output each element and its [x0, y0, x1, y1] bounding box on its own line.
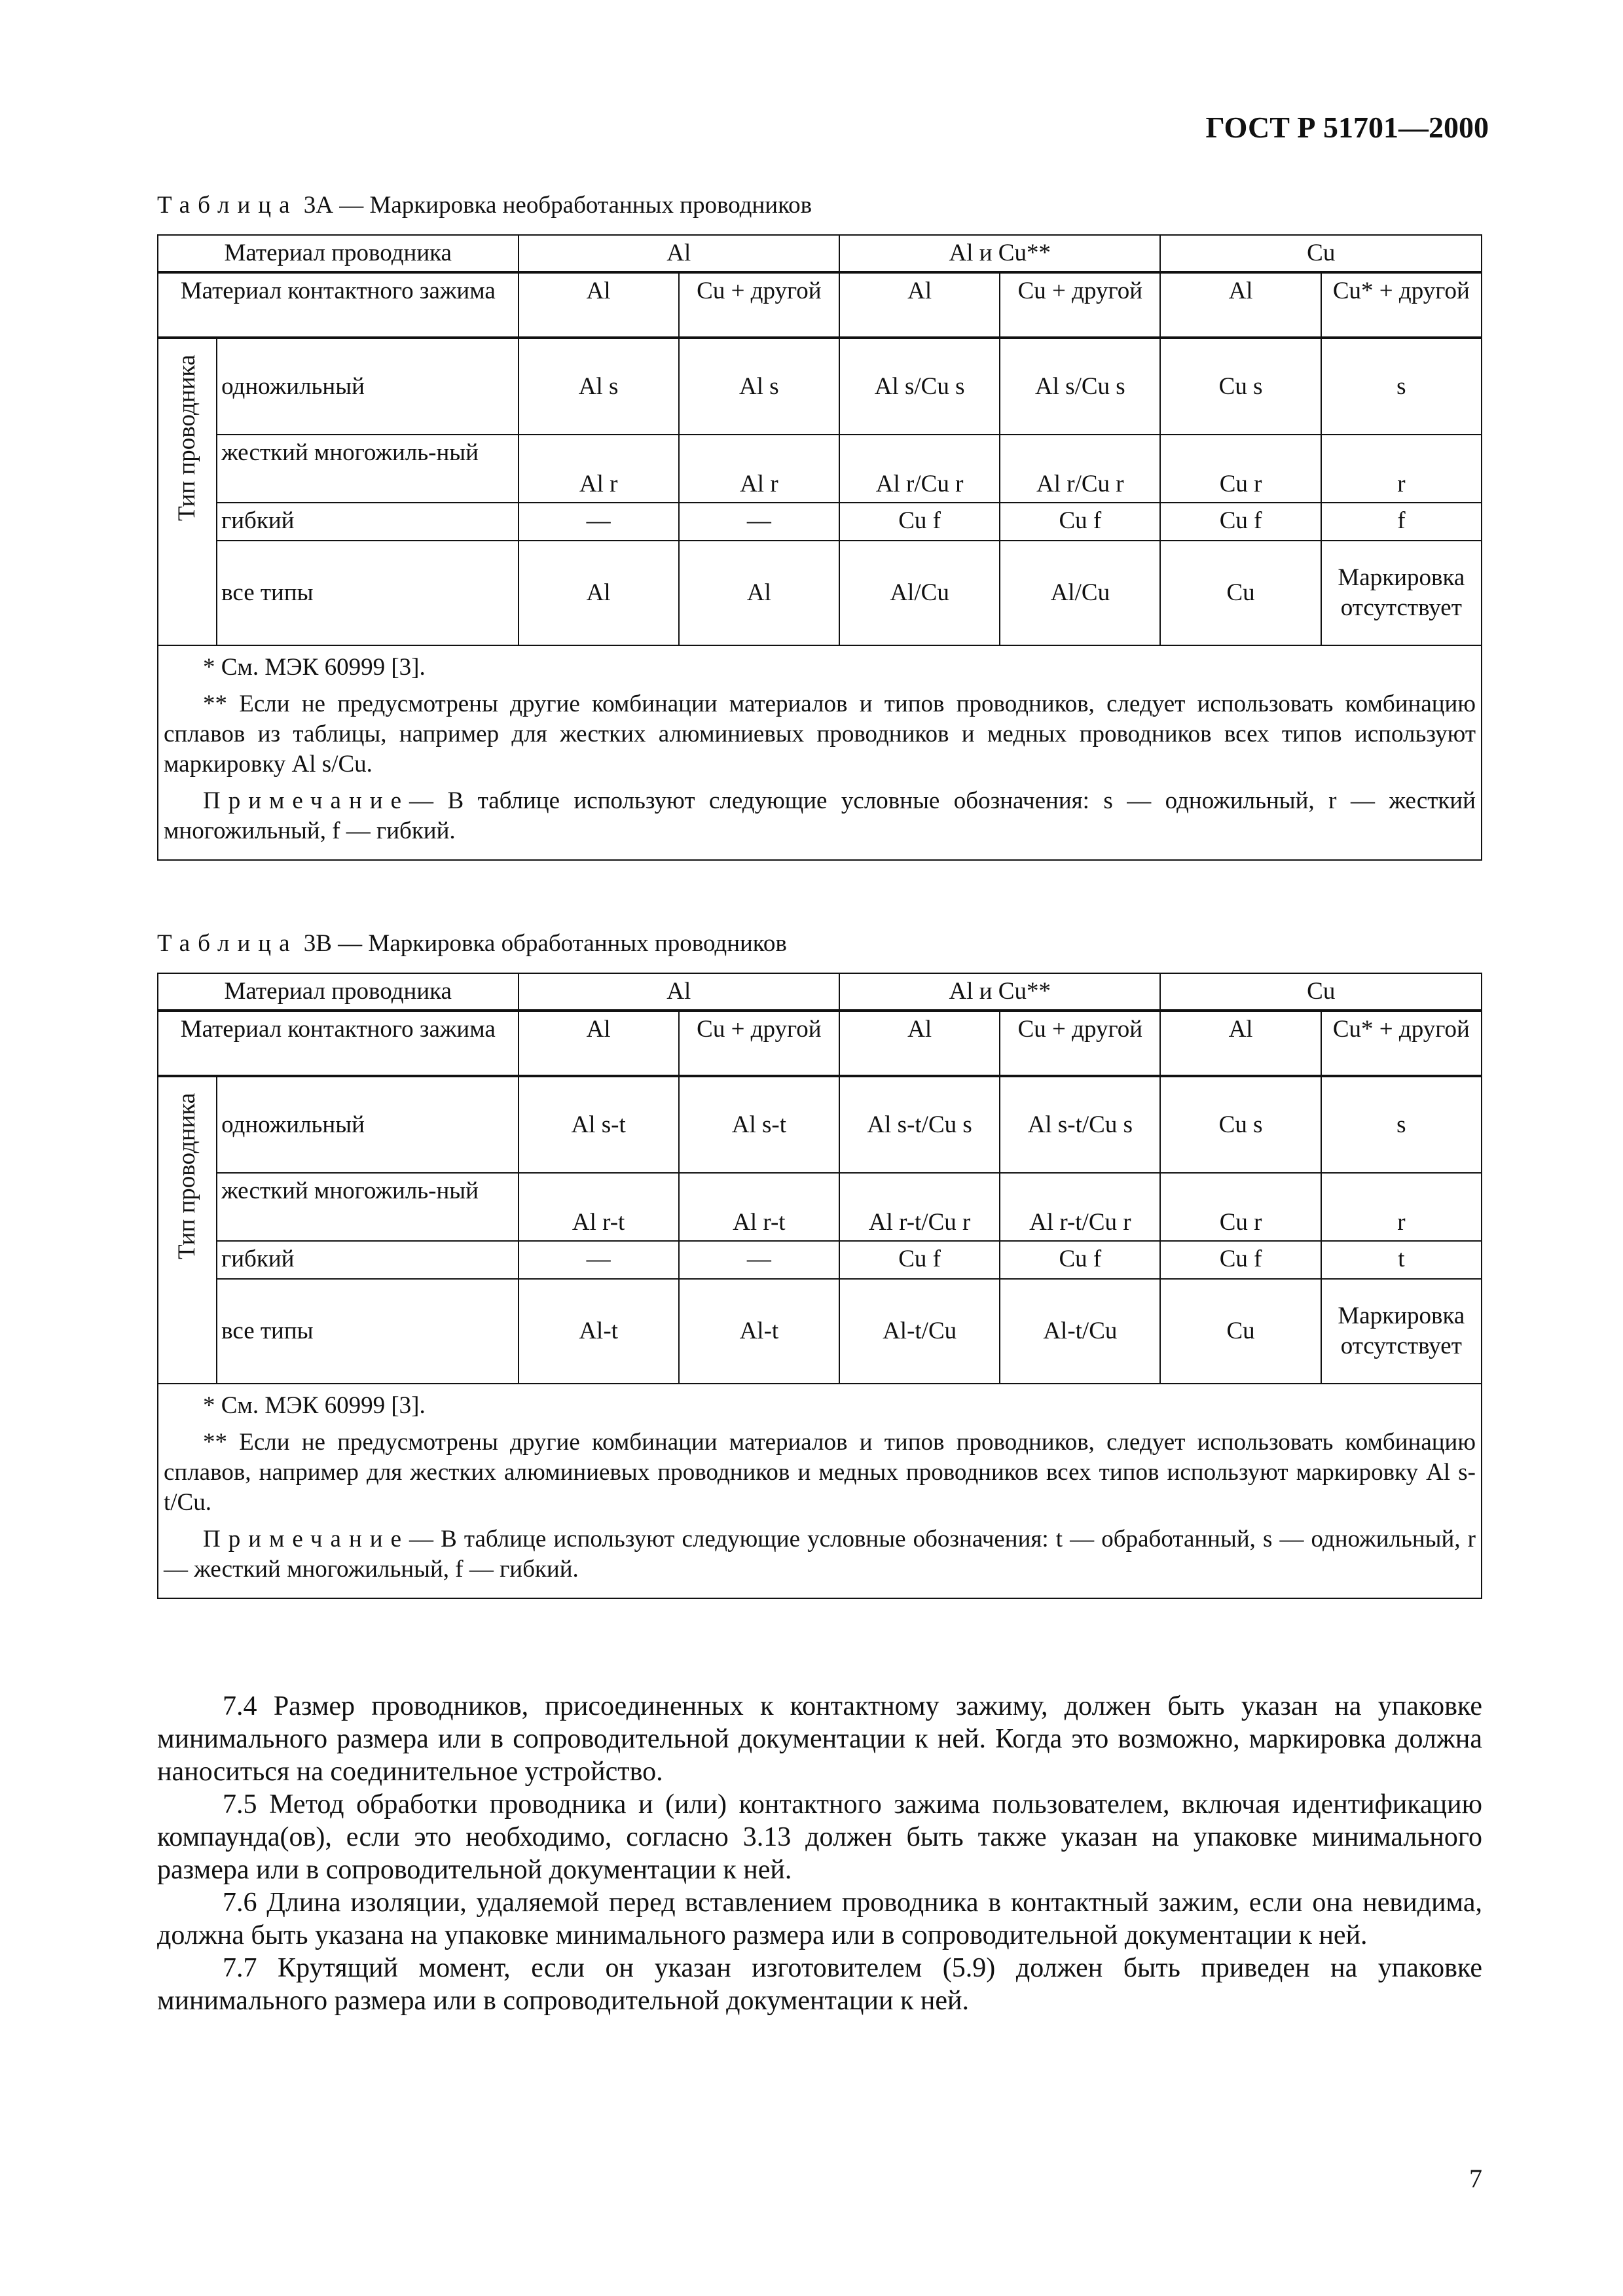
material-label: Материал проводника — [158, 973, 519, 1011]
table-row — [158, 1173, 1482, 1241]
note-text: — В таблице используют следующие условные обозначения: s — одножильный, r — жесткий многожильный, f — гибкий. — [164, 787, 1476, 844]
group-al: Al — [519, 973, 839, 1011]
material-row — [158, 973, 1482, 1011]
side-label-cell — [158, 338, 217, 645]
table-cell: Al/Cu — [839, 541, 1000, 645]
table-cell: Al-t/Cu — [1000, 1279, 1160, 1384]
table-row — [158, 338, 1482, 435]
row-label: жесткий многожиль-ный — [217, 1173, 518, 1241]
body-text — [157, 1690, 1482, 2017]
table-cell: Маркировка отсутствует — [1321, 1279, 1482, 1384]
clamp-col: Al — [1160, 272, 1321, 338]
clamp-col: Cu + другой — [1000, 272, 1160, 338]
clamp-col: Cu + другой — [1000, 1011, 1160, 1076]
table-cell: Al s-t — [679, 1076, 839, 1173]
footnote: ** Если не предусмотрены другие комбинации материалов и типов проводников, следует использовать комбинацию сплавов, например для жестких алюминиевых проводников и медных проводников всех типов используют маркировку Al s-t/Cu. — [164, 1429, 1476, 1516]
table-cell: Al r/Cu r — [1000, 435, 1160, 503]
paragraph: 7.6 Длина изоляции, удаляемой перед вставлением проводника в контактный зажим, если она невидима, должна быть указана на упаковке минимального размера или в сопроводительной документации к ней. — [157, 1888, 1482, 1950]
clamp-col: Cu + другой — [679, 272, 839, 338]
group-al: Al — [519, 235, 839, 272]
table-cell: Al s-t/Cu s — [1000, 1076, 1160, 1173]
material-row — [158, 235, 1482, 272]
clamp-row — [158, 1011, 1482, 1076]
paragraph: 7.4 Размер проводников, присоединенных к контактному зажиму, должен быть указан на упаковке минимального размера или в сопроводительной документации к ней. Когда это возможно, маркировка должна наноситься на соединительное устройство. — [157, 1691, 1482, 1787]
table-cell: Al s-t/Cu s — [839, 1076, 1000, 1173]
note-word: Примечание — [203, 1526, 409, 1552]
caption-word: Таблица — [157, 192, 298, 219]
table-cell: s — [1321, 338, 1482, 435]
table-cell: Al r/Cu r — [839, 435, 1000, 503]
table-b — [157, 973, 1482, 1599]
clamp-col: Cu* + другой — [1321, 1011, 1482, 1076]
table-cell: Al-t — [519, 1279, 679, 1384]
table-cell: Al r-t/Cu r — [1000, 1173, 1160, 1241]
table-cell: Al s/Cu s — [1000, 338, 1160, 435]
group-cu: Cu — [1160, 973, 1482, 1011]
clamp-col: Al — [519, 1011, 679, 1076]
note-text: — В таблице используют следующие условные обозначения: t — обработанный, s — одножильный, r — жесткий многожильный, f — гибкий. — [164, 1526, 1476, 1583]
caption-title: 3А — Маркировка необработанных проводников — [303, 192, 812, 219]
table-note — [164, 1524, 1476, 1585]
table-cell: r — [1321, 435, 1482, 503]
table-cell: Al/Cu — [1000, 541, 1160, 645]
clamp-col: Cu* + другой — [1321, 272, 1482, 338]
table-a-caption — [157, 191, 812, 219]
clamp-col: Al — [839, 1011, 1000, 1076]
clamp-col: Cu + другой — [679, 1011, 839, 1076]
footnote: * См. МЭК 60999 [3]. — [203, 654, 426, 681]
table-cell: f — [1321, 503, 1482, 541]
table-cell: — — [519, 503, 679, 541]
row-label: все типы — [217, 1279, 518, 1384]
table-row — [158, 1076, 1482, 1173]
group-al-cu: Al и Cu** — [839, 235, 1160, 272]
material-label: Материал проводника — [158, 235, 519, 272]
table-cell: Cu f — [839, 1241, 1000, 1279]
group-al-cu: Al и Cu** — [839, 973, 1160, 1011]
footnote: ** Если не предусмотрены другие комбинации материалов и типов проводников, следует использовать комбинацию сплавов из таблицы, например для жестких алюминиевых проводников и медных проводников всех типов используют маркировку Al s/Cu. — [164, 691, 1476, 778]
table-cell: Al — [519, 541, 679, 645]
table-cell: Cu s — [1160, 338, 1321, 435]
table-note — [164, 786, 1476, 846]
table-cell: Al s-t — [519, 1076, 679, 1173]
notes-row — [158, 645, 1482, 860]
table-cell: Cu r — [1160, 435, 1321, 503]
caption-title: 3В — Маркировка обработанных проводников — [303, 930, 787, 957]
table-cell: Cu r — [1160, 1173, 1321, 1241]
row-label: одножильный — [217, 1076, 518, 1173]
group-cu: Cu — [1160, 235, 1482, 272]
table-cell: Al r-t — [519, 1173, 679, 1241]
note-word: Примечание — [203, 787, 409, 814]
table-cell: r — [1321, 1173, 1482, 1241]
side-label: Тип проводника — [173, 354, 201, 521]
table-cell: Al s — [519, 338, 679, 435]
table-cell: Al r-t — [679, 1173, 839, 1241]
table-cell: Al-t — [679, 1279, 839, 1384]
clamp-col: Al — [519, 272, 679, 338]
table-row — [158, 503, 1482, 541]
notes-row — [158, 1384, 1482, 1598]
document-header: ГОСТ Р 51701—2000 — [1205, 111, 1489, 144]
table-notes — [158, 645, 1482, 860]
footnote: * См. МЭК 60999 [3]. — [203, 1392, 426, 1419]
clamp-col: Al — [839, 272, 1000, 338]
table-notes — [158, 1384, 1482, 1598]
table-cell: Al r — [679, 435, 839, 503]
row-label: жесткий многожиль-ный — [217, 435, 518, 503]
page-number: 7 — [1469, 2164, 1482, 2193]
table-cell: t — [1321, 1241, 1482, 1279]
table-cell: Al r-t/Cu r — [839, 1173, 1000, 1241]
caption-word: Таблица — [157, 930, 298, 957]
table-cell: Cu f — [1160, 1241, 1321, 1279]
table-row — [158, 435, 1482, 503]
side-label-cell — [158, 1076, 217, 1384]
table-cell: Cu — [1160, 1279, 1321, 1384]
table-cell: s — [1321, 1076, 1482, 1173]
table-cell: — — [679, 1241, 839, 1279]
table-cell: Cu f — [839, 503, 1000, 541]
table-cell: — — [519, 1241, 679, 1279]
table-row — [158, 541, 1482, 645]
table-cell: Al — [679, 541, 839, 645]
paragraph: 7.7 Крутящий момент, если он указан изготовителем (5.9) должен быть приведен на упаковке минимального размера или в сопроводительной документации к ней. — [157, 1953, 1482, 2016]
side-label: Тип проводника — [173, 1092, 201, 1259]
row-label: гибкий — [217, 1241, 518, 1279]
table-b-caption — [157, 929, 787, 958]
table-cell: Al s/Cu s — [839, 338, 1000, 435]
table-cell: Cu f — [1000, 503, 1160, 541]
table-a — [157, 234, 1482, 861]
table-cell: Маркировка отсутствует — [1321, 541, 1482, 645]
table-row — [158, 1279, 1482, 1384]
row-label: одножильный — [217, 338, 518, 435]
clamp-row — [158, 272, 1482, 338]
clamp-label: Материал контактного зажима — [158, 272, 519, 338]
table-cell: — — [679, 503, 839, 541]
table-cell: Cu f — [1000, 1241, 1160, 1279]
clamp-col: Al — [1160, 1011, 1321, 1076]
clamp-label: Материал контактного зажима — [158, 1011, 519, 1076]
table-cell: Cu — [1160, 541, 1321, 645]
paragraph: 7.5 Метод обработки проводника и (или) контактного зажима пользователем, включая идентификацию компаунда(ов), если это необходимо, согласно 3.13 должен быть также указан на упаковке минимального размера или в сопроводительной документации к ней. — [157, 1789, 1482, 1885]
table-cell: Cu f — [1160, 503, 1321, 541]
row-label: гибкий — [217, 503, 518, 541]
table-row — [158, 1241, 1482, 1279]
table-cell: Al-t/Cu — [839, 1279, 1000, 1384]
table-cell: Cu s — [1160, 1076, 1321, 1173]
row-label: все типы — [217, 541, 518, 645]
table-cell: Al s — [679, 338, 839, 435]
table-cell: Al r — [519, 435, 679, 503]
